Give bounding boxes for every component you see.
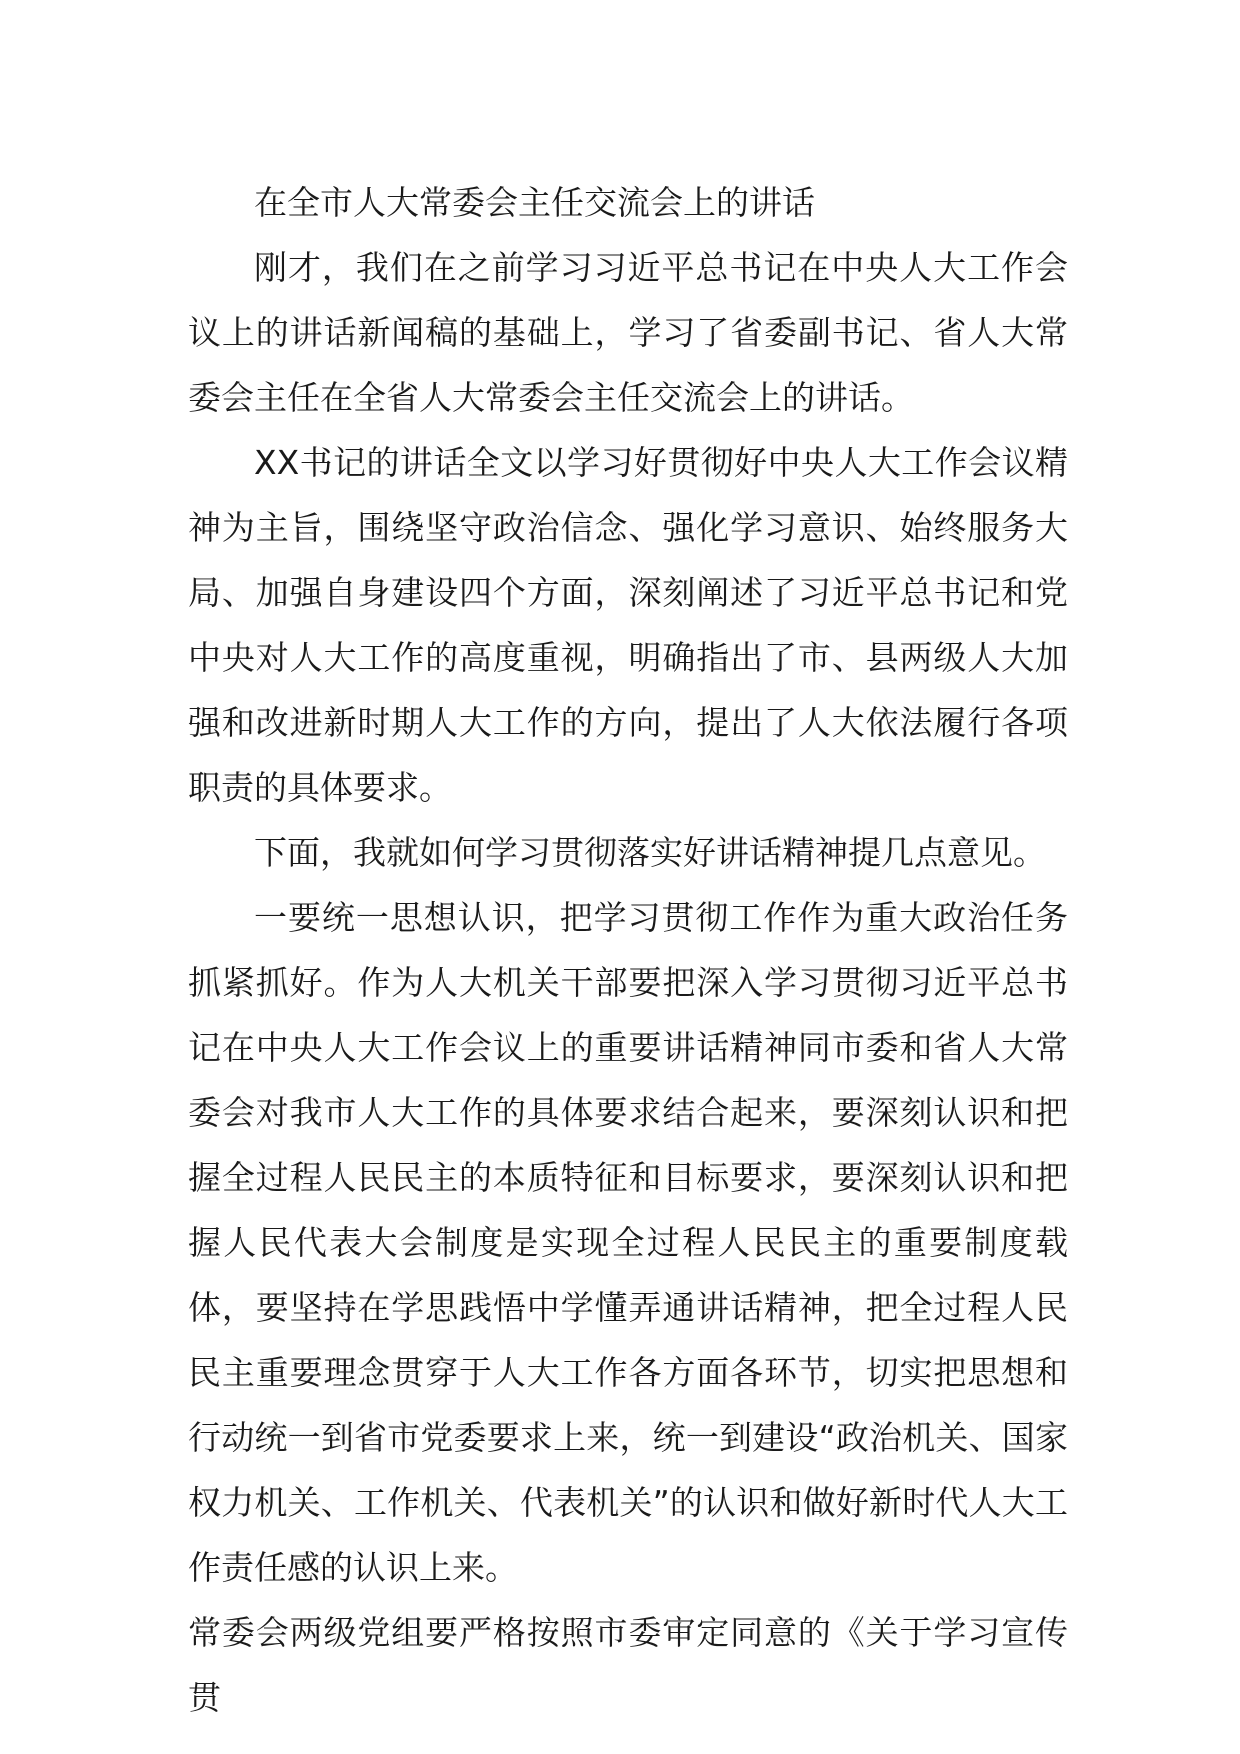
document-title: 在全市人大常委会主任交流会上的讲话 — [254, 183, 815, 222]
paragraph-point-one: 一要统一思想认识，把学习贯彻工作作为重大政治任务抓紧抓好。作为人大机关干部要把深入学习贯彻习近平总书记在中央人大工作会议上的重要讲话精神同市委和省人大常委会对我市人大工作的具体要求结合起来，要深刻认识和把握全过程人民民主的本质特征和目标要求，要深刻认识和把握人民代表大会制度是实现全过程人民民主的重要制度载体，要坚持在学思践悟中学懂弄通讲话精神，把全过程人民民主重要理念贯穿于人大工作各方面各环节，切实把思想和行动统一到省市党委要求上来，统一到建设“政治机关、国家权力机关、工作机关、代表机关”的认识和做好新时代人大工作责任感的认识上来。 — [188, 898, 1068, 1587]
document-body — [188, 170, 1068, 1730]
paragraph-transition: 下面，我就如何学习贯彻落实好讲话精神提几点意见。 — [254, 833, 1046, 872]
paragraph-speech-summary: XX书记的讲话全文以学习好贯彻好中央人大工作会议精神为主旨，围绕坚守政治信念、强化学习意识、始终服务大局、加强自身建设四个方面，深刻阐述了习近平总书记和党中央对人大工作的高度重视，明确指出了市、县两级人大加强和改进新时期人大工作的方向，提出了人大依法履行各项职责的具体要求。 — [188, 443, 1068, 807]
paragraph-intro: 刚才，我们在之前学习习近平总书记在中央人大工作会议上的讲话新闻稿的基础上，学习了省委副书记、省人大常委会主任在全省人大常委会主任交流会上的讲话。 — [188, 248, 1068, 417]
paragraph-continuation: 常委会两级党组要严格按照市委审定同意的《关于学习宣传贯 — [188, 1613, 1068, 1717]
